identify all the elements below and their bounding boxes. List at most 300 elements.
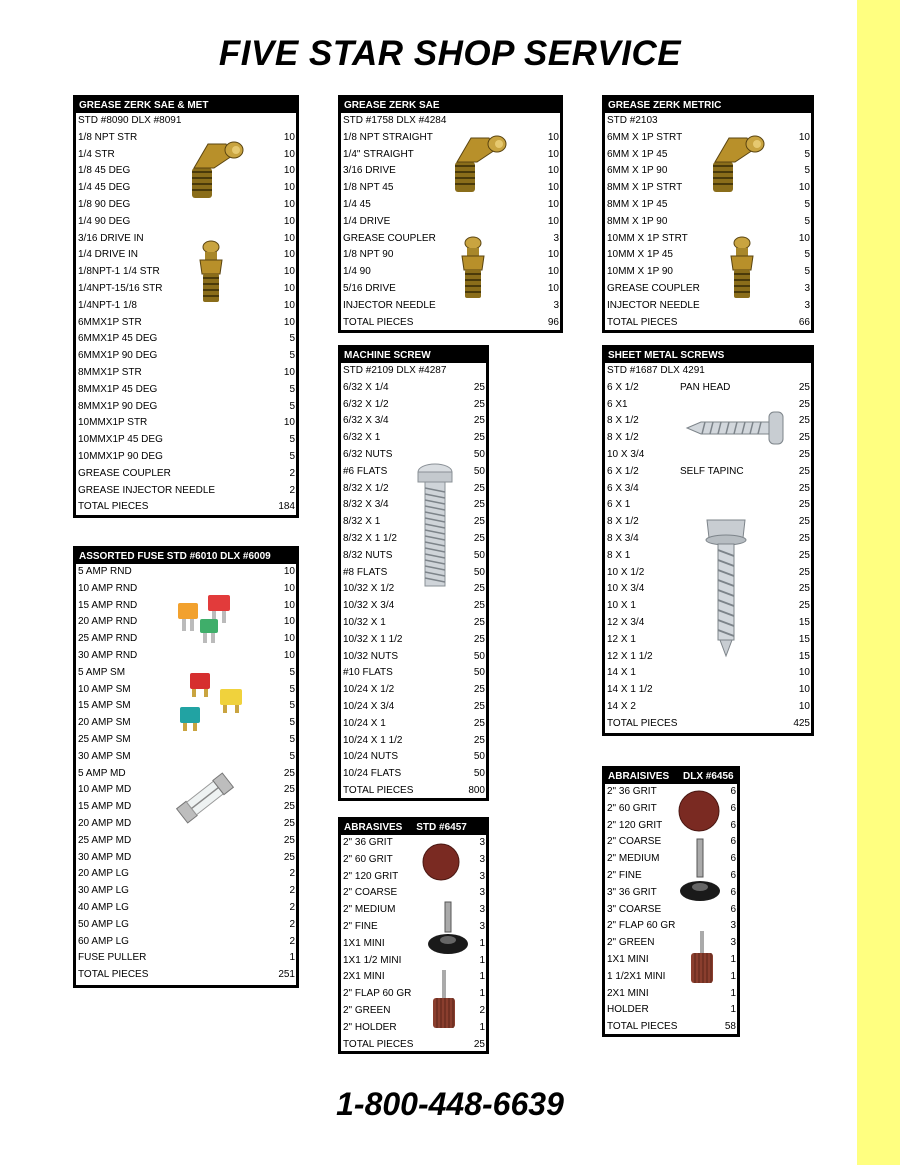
item-name: HOLDER — [607, 1004, 649, 1016]
item-quantity: 10 — [798, 182, 810, 194]
table-row — [76, 449, 296, 466]
item-name: 15 AMP RND — [78, 599, 138, 611]
item-quantity: 2 — [289, 467, 295, 479]
item-name: 8/32 X 1/2 — [343, 482, 389, 494]
total-row — [76, 967, 296, 984]
item-quantity: 6 — [730, 886, 736, 898]
table-row — [341, 231, 560, 248]
box-grease-zerk-sae-met — [73, 95, 299, 518]
item-name: 6MM X 1P 45 — [607, 148, 668, 160]
item-quantity: 6 — [730, 903, 736, 915]
table-row — [605, 952, 737, 969]
item-quantity: 1 — [479, 937, 485, 949]
disc-holder-image — [425, 900, 471, 958]
table-row — [76, 281, 296, 298]
item-name: 1/4 STR — [78, 148, 115, 160]
table-row — [605, 1002, 737, 1019]
item-name: TOTAL PIECES — [78, 501, 149, 513]
item-quantity: 25 — [798, 432, 810, 444]
item-name: STD #1687 DLX 4291 — [607, 365, 705, 376]
total-row — [341, 315, 560, 332]
table-row — [605, 197, 811, 214]
item-name: 10 AMP RND — [78, 582, 138, 594]
item-name: 6/32 X 3/4 — [343, 415, 389, 427]
item-quantity: 25 — [473, 1038, 485, 1050]
item-name: 8 X 1/2 — [607, 415, 639, 427]
item-quantity: 1 — [730, 970, 736, 982]
table-row — [76, 214, 296, 231]
table-row — [341, 615, 486, 632]
item-name: 12 X 3/4 — [607, 616, 645, 628]
table-row — [605, 298, 811, 315]
item-quantity: 2 — [289, 868, 295, 880]
item-name: 8MM X 1P 90 — [607, 215, 668, 227]
item-quantity: 3 — [553, 299, 559, 311]
item-quantity: 5 — [804, 249, 810, 261]
item-name: 1/4 45 DEG — [78, 182, 131, 194]
item-name: 6 X 1 — [607, 499, 631, 511]
item-quantity: 25 — [473, 482, 485, 494]
item-name: 3/16 DRIVE — [343, 165, 396, 177]
item-quantity: 10 — [283, 649, 295, 661]
item-quantity: 2 — [289, 918, 295, 930]
item-name: 10/32 X 1 — [343, 616, 386, 628]
table-row — [76, 247, 296, 264]
item-quantity: 5 — [289, 666, 295, 678]
item-quantity: 10 — [283, 198, 295, 210]
item-quantity: 25 — [798, 516, 810, 528]
table-row — [76, 432, 296, 449]
item-quantity: 1 — [730, 987, 736, 999]
item-quantity: 2 — [289, 885, 295, 897]
item-name: 20 AMP RND — [78, 616, 138, 628]
page-title: FIVE STAR SHOP SERVICE — [218, 34, 682, 73]
item-name: 10/24 X 1/2 — [343, 684, 395, 696]
table-row — [605, 682, 811, 699]
table-row — [76, 348, 296, 365]
item-quantity: 10 — [283, 131, 295, 143]
item-name: FUSE PULLER — [78, 952, 147, 964]
grease-fitting-angled-image — [186, 138, 246, 204]
item-quantity: 5 — [289, 750, 295, 762]
item-name: 8/32 X 1 1/2 — [343, 532, 397, 544]
item-name: INJECTOR NEEDLE — [607, 299, 700, 311]
table-row — [605, 231, 811, 248]
item-name: INJECTOR NEEDLE — [343, 299, 436, 311]
flap-wheel-image — [429, 968, 459, 1032]
box-abrasives-std — [338, 817, 489, 1054]
box-header: GREASE ZERK METRIC — [605, 98, 811, 113]
item-name: 6/32 X 1/4 — [343, 381, 389, 393]
item-quantity: 15 — [798, 633, 810, 645]
item-quantity: 25 — [473, 415, 485, 427]
table-row — [341, 247, 560, 264]
item-name: 20 AMP SM — [78, 717, 131, 729]
item-quantity: 1 — [730, 953, 736, 965]
item-quantity: 25 — [473, 734, 485, 746]
item-quantity: 2 — [289, 935, 295, 947]
table-row — [341, 852, 486, 869]
item-name: 10/24 NUTS — [343, 751, 399, 763]
item-quantity: 25 — [473, 398, 485, 410]
item-quantity: 25 — [798, 448, 810, 460]
item-quantity: 5 — [289, 333, 295, 345]
table-row — [605, 247, 811, 264]
item-name: 8MM X 1P STRT — [607, 182, 683, 194]
item-name: 8 X 1/2 — [607, 516, 639, 528]
item-name: 6 X 3/4 — [607, 482, 639, 494]
item-name: 14 X 2 — [607, 700, 636, 712]
item-name: 3" COARSE — [607, 903, 662, 915]
item-name: 2" 36 GRIT — [607, 786, 657, 797]
item-quantity: 10 — [547, 249, 559, 261]
item-name: 2" MEDIUM — [607, 853, 660, 865]
item-name: 10MM X 1P 90 — [607, 266, 673, 278]
item-quantity: 10 — [283, 582, 295, 594]
item-name: 8/32 X 3/4 — [343, 499, 389, 511]
item-name: 10MMX1P 45 DEG — [78, 434, 163, 446]
table-row — [76, 466, 296, 483]
table-row — [76, 231, 296, 248]
item-name: 10MM X 1P 45 — [607, 249, 673, 261]
item-name: 20 AMP MD — [78, 817, 132, 829]
table-row — [76, 900, 296, 917]
item-quantity: 50 — [473, 667, 485, 679]
item-name: 1/8 NPT 45 — [343, 182, 394, 194]
table-row — [341, 413, 486, 430]
table-row — [341, 665, 486, 682]
item-name: 20 AMP LG — [78, 868, 129, 880]
item-quantity: 25 — [473, 633, 485, 645]
table-row — [341, 464, 486, 481]
item-name: 25 AMP RND — [78, 633, 138, 645]
table-row — [605, 969, 737, 986]
box-header: MACHINE SCREW — [341, 348, 486, 363]
table-row — [341, 716, 486, 733]
item-name: 40 AMP LG — [78, 901, 129, 913]
item-name: 2" GREEN — [607, 937, 655, 949]
table-row — [76, 883, 296, 900]
item-name: 14 X 1 — [607, 667, 636, 679]
item-name: 8/32 NUTS — [343, 549, 393, 561]
item-name: 50 AMP LG — [78, 918, 129, 930]
item-quantity: 10 — [283, 249, 295, 261]
item-quantity: 15 — [798, 650, 810, 662]
item-quantity: 25 — [798, 549, 810, 561]
item-name: 15 AMP MD — [78, 801, 132, 813]
item-quantity: 10 — [283, 215, 295, 227]
table-row — [605, 380, 811, 397]
item-quantity: 800 — [468, 784, 485, 796]
item-name: 2X1 MINI — [343, 971, 385, 983]
item-quantity: 10 — [283, 232, 295, 244]
table-row — [341, 197, 560, 214]
item-quantity: 3 — [730, 920, 736, 932]
item-name: 15 AMP SM — [78, 700, 131, 712]
item-quantity: 10 — [547, 215, 559, 227]
item-quantity: 50 — [473, 448, 485, 460]
item-quantity: 6 — [730, 869, 736, 881]
product-list — [341, 363, 486, 800]
item-quantity: 2 — [479, 1004, 485, 1016]
grease-fitting-angled-image — [707, 132, 767, 198]
sanding-disc-image — [421, 842, 461, 882]
item-quantity: 25 — [283, 784, 295, 796]
item-quantity: 50 — [473, 549, 485, 561]
table-row — [341, 497, 486, 514]
table-row — [76, 415, 296, 432]
item-name: STD #2109 DLX #4287 — [343, 365, 447, 376]
item-quantity: 50 — [473, 566, 485, 578]
item-name: 1/4NPT-1 1/8 — [78, 299, 137, 311]
table-row — [341, 363, 486, 380]
item-quantity: 25 — [283, 767, 295, 779]
item-name: 1/8 NPT STR — [78, 131, 138, 143]
item-quantity: 25 — [283, 817, 295, 829]
table-row — [341, 397, 486, 414]
pan-head-screw-image — [681, 408, 791, 448]
item-name: 8 X 1 — [607, 549, 631, 561]
item-name: 1/4 90 DEG — [78, 215, 131, 227]
item-quantity: 25 — [798, 566, 810, 578]
item-quantity: 5 — [289, 350, 295, 362]
item-quantity: 10 — [283, 366, 295, 378]
item-quantity: 6 — [730, 802, 736, 814]
table-row — [341, 1020, 486, 1037]
phone-number: 1-800-448-6639 — [336, 1086, 564, 1122]
item-quantity: 251 — [278, 969, 295, 981]
table-row — [605, 699, 811, 716]
item-name: 6MM X 1P STRT — [607, 131, 683, 143]
item-name: 6MMX1P STR — [78, 316, 142, 328]
table-row — [605, 497, 811, 514]
table-row — [76, 833, 296, 850]
item-name: 2" FLAP 60 GR — [343, 988, 412, 1000]
item-name: 8MM X 1P 45 — [607, 198, 668, 210]
item-quantity: 25 — [798, 532, 810, 544]
table-row — [341, 481, 486, 498]
item-name: 8 X 1/2 — [607, 432, 639, 444]
item-note: SELF TAPINC — [680, 465, 744, 477]
blade-fuse-image — [176, 593, 238, 645]
item-quantity: 25 — [798, 398, 810, 410]
item-quantity: 25 — [798, 465, 810, 477]
total-row — [605, 315, 811, 332]
table-row — [341, 565, 486, 582]
item-name: 60 AMP LG — [78, 935, 129, 947]
item-quantity: 25 — [473, 432, 485, 444]
item-quantity: 3 — [804, 299, 810, 311]
box-grease-zerk-sae — [338, 95, 563, 333]
item-name: 2" HOLDER — [343, 1021, 397, 1033]
item-name: STD #1758 DLX #4284 — [343, 115, 447, 126]
table-row — [341, 766, 486, 783]
box-abrasives-dlx — [602, 766, 740, 1037]
table-row — [605, 113, 811, 130]
box-sheet-metal-screws — [602, 345, 814, 736]
item-quantity: 25 — [473, 532, 485, 544]
item-quantity: 10 — [798, 232, 810, 244]
item-quantity: 25 — [798, 600, 810, 612]
item-name: GREASE INJECTOR NEEDLE — [78, 484, 216, 496]
item-name: 1/4" STRAIGHT — [343, 148, 414, 160]
item-quantity: 10 — [283, 417, 295, 429]
item-quantity: 10 — [798, 131, 810, 143]
table-row — [341, 214, 560, 231]
item-quantity: 5 — [289, 733, 295, 745]
table-row — [341, 113, 560, 130]
box-header: SHEET METAL SCREWS — [605, 348, 811, 363]
item-name: 2" FLAP 60 GR — [607, 920, 676, 932]
item-name: #8 FLATS — [343, 566, 388, 578]
item-name: 2" GREEN — [343, 1004, 391, 1016]
item-quantity: 5 — [289, 717, 295, 729]
item-quantity: 10 — [283, 316, 295, 328]
table-row — [341, 264, 560, 281]
item-quantity: 58 — [724, 1021, 736, 1033]
item-quantity: 5 — [289, 434, 295, 446]
item-name: TOTAL PIECES — [607, 1021, 678, 1033]
item-name: 25 AMP MD — [78, 834, 132, 846]
item-name: 2" COARSE — [343, 887, 398, 899]
item-quantity: 1 — [730, 1004, 736, 1016]
table-row — [605, 986, 737, 1003]
item-quantity: 50 — [473, 751, 485, 763]
table-row — [341, 514, 486, 531]
item-quantity: 10 — [283, 266, 295, 278]
item-quantity: 25 — [283, 851, 295, 863]
item-name: 5/16 DRIVE — [343, 282, 396, 294]
table-row — [341, 298, 560, 315]
item-quantity: 25 — [798, 415, 810, 427]
item-quantity: 5 — [804, 215, 810, 227]
item-quantity: 10 — [547, 131, 559, 143]
table-row — [341, 380, 486, 397]
disc-holder-image — [677, 837, 723, 905]
item-name: TOTAL PIECES — [343, 1038, 414, 1050]
item-name: 1/4 DRIVE — [343, 215, 391, 227]
item-quantity: 25 — [473, 616, 485, 628]
table-row — [341, 969, 486, 986]
table-row — [605, 481, 811, 498]
item-quantity: 25 — [473, 684, 485, 696]
item-quantity: 425 — [793, 717, 810, 729]
item-quantity: 25 — [473, 583, 485, 595]
total-row — [341, 1037, 486, 1054]
item-quantity: 10 — [547, 282, 559, 294]
table-row — [605, 363, 811, 380]
item-name: 25 AMP SM — [78, 733, 131, 745]
table-row — [341, 447, 486, 464]
item-name: TOTAL PIECES — [343, 784, 414, 796]
item-name: 10/24 X 3/4 — [343, 700, 395, 712]
item-quantity: 10 — [798, 667, 810, 679]
grease-fitting-straight-image — [727, 236, 757, 300]
item-quantity: 25 — [283, 834, 295, 846]
table-row — [341, 281, 560, 298]
item-quantity: 184 — [278, 501, 295, 513]
item-name: 10/24 X 1 — [343, 717, 386, 729]
item-quantity: 1 — [479, 1021, 485, 1033]
item-name: 6/32 NUTS — [343, 448, 393, 460]
item-quantity: 25 — [798, 381, 810, 393]
item-quantity: 3 — [479, 904, 485, 916]
item-quantity: 10 — [798, 684, 810, 696]
total-row — [605, 716, 811, 733]
item-name: 10/32 NUTS — [343, 650, 399, 662]
item-name: 6 X 1/2 — [607, 381, 639, 393]
table-row — [341, 749, 486, 766]
glass-fuse-image — [172, 763, 238, 833]
item-name: 30 AMP MD — [78, 851, 132, 863]
item-quantity: 5 — [804, 165, 810, 177]
item-quantity: 25 — [473, 700, 485, 712]
item-quantity: 10 — [547, 198, 559, 210]
table-row — [341, 733, 486, 750]
box-grease-zerk-metric — [602, 95, 814, 333]
item-name: #6 FLATS — [343, 465, 388, 477]
item-name: 12 X 1 — [607, 633, 636, 645]
table-row — [605, 447, 811, 464]
item-quantity: 10 — [283, 599, 295, 611]
table-row — [76, 315, 296, 332]
item-quantity: 5 — [289, 400, 295, 412]
item-name: TOTAL PIECES — [607, 717, 678, 729]
self-tapping-screw-image — [703, 516, 749, 658]
item-name: 6/32 X 1 — [343, 432, 381, 444]
item-name: 2" 120 GRIT — [343, 870, 399, 882]
item-quantity: 25 — [473, 516, 485, 528]
table-row — [76, 950, 296, 967]
box-header: ABRASIVES STD #6457 — [341, 820, 486, 835]
item-name: STD #8090 DLX #8091 — [78, 115, 182, 126]
side-color-strip — [857, 0, 900, 1165]
table-row — [341, 869, 486, 886]
item-name: 8MMX1P STR — [78, 366, 142, 378]
box-machine-screw — [338, 345, 489, 801]
item-quantity: 50 — [473, 650, 485, 662]
table-row — [76, 365, 296, 382]
table-row — [76, 298, 296, 315]
item-name: 3/16 DRIVE IN — [78, 232, 144, 244]
table-row — [341, 598, 486, 615]
item-quantity: 1 — [289, 952, 295, 964]
table-row — [76, 382, 296, 399]
table-row — [341, 986, 486, 1003]
table-row — [76, 264, 296, 281]
item-quantity: 3 — [553, 232, 559, 244]
total-row — [76, 499, 296, 516]
item-name: 8MMX1P 45 DEG — [78, 383, 158, 395]
item-name: 6MMX1P 90 DEG — [78, 350, 158, 362]
item-quantity: 3 — [479, 920, 485, 932]
item-name: 30 AMP RND — [78, 649, 138, 661]
item-quantity: 25 — [473, 499, 485, 511]
item-name: 10 X 3/4 — [607, 448, 645, 460]
table-row — [341, 581, 486, 598]
item-name: TOTAL PIECES — [607, 316, 678, 328]
item-quantity: 10 — [283, 299, 295, 311]
item-name: 8MMX1P 90 DEG — [78, 400, 158, 412]
item-quantity: 25 — [798, 499, 810, 511]
item-name: 5 AMP MD — [78, 767, 126, 779]
table-row — [341, 548, 486, 565]
machine-screw-image — [415, 462, 455, 592]
item-quantity: 50 — [473, 768, 485, 780]
item-quantity: 6 — [730, 786, 736, 797]
item-quantity: 5 — [289, 700, 295, 712]
item-quantity: 3 — [730, 937, 736, 949]
